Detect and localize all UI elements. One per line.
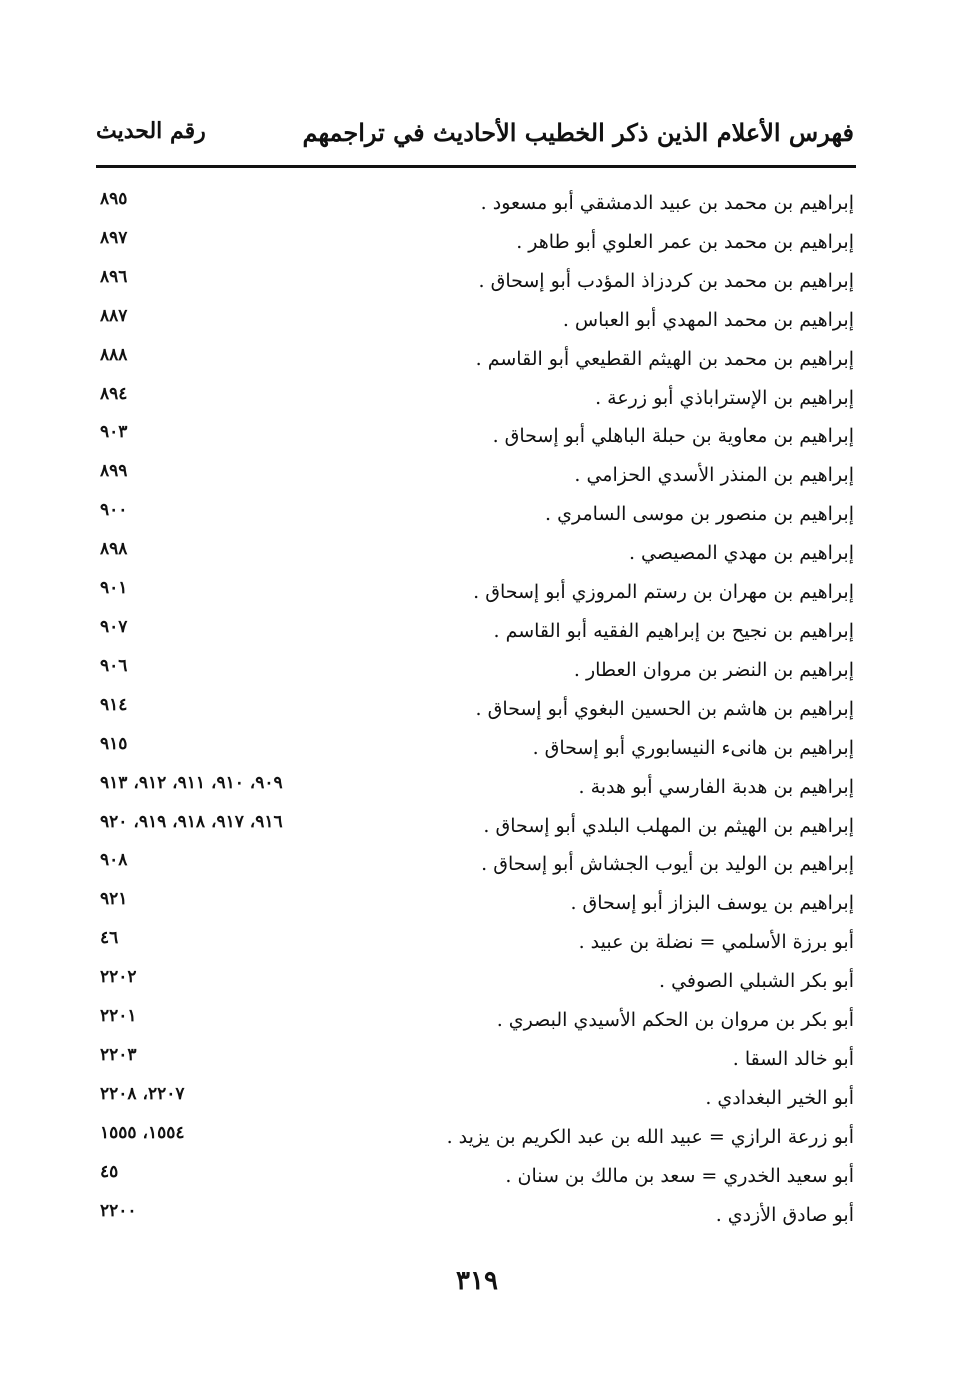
index-entry (100, 692, 854, 731)
entry-hadith-numbers: ٩٢١ (100, 889, 128, 910)
index-entry (100, 264, 854, 303)
header-divider (96, 165, 856, 168)
entry-person-name: إبراهيم بن محمد بن كردزاذ المؤدب أبو إسحاق . (478, 269, 854, 292)
entry-person-name: أبو زرعة الرازي = عبيد الله بن عبد الكريم بن يزيد . (446, 1125, 854, 1148)
entry-hadith-numbers: ٤٥ (100, 1161, 119, 1182)
entry-person-name: إبراهيم بن الوليد بن أيوب الجشاش أبو إسحاق . (481, 853, 854, 876)
index-entry (100, 225, 854, 264)
entry-hadith-numbers: ٨٩٩ (100, 461, 128, 482)
entry-hadith-numbers: ٩٠٣ (100, 422, 128, 443)
entry-hadith-numbers: ٤٦ (100, 928, 119, 949)
entry-hadith-numbers: ٩٠٧ (100, 616, 128, 637)
entry-person-name: إبراهيم بن الهيثم بن المهلب البلدي أبو إسحاق . (483, 814, 854, 837)
entry-hadith-numbers: ٢٢٠١ (100, 1006, 137, 1027)
entry-person-name: إبراهيم بن هاشم بن الحسين البغوي أبو إسحاق . (475, 697, 854, 720)
entry-person-name: إبراهيم بن محمد بن عمر العلوي أبو طاهر . (516, 230, 854, 253)
entry-person-name: أبو صادق الأزدي . (715, 1203, 854, 1226)
entry-hadith-numbers: ٨٨٨ (100, 344, 128, 365)
entry-hadith-numbers: ٨٩٦ (100, 266, 128, 287)
entry-hadith-numbers: ٢٢٠٣ (100, 1044, 137, 1065)
entry-hadith-numbers: ٨٩٧ (100, 227, 128, 248)
entry-hadith-numbers: ٩٠٠ (100, 500, 128, 521)
entry-person-name: إبراهيم بن الإستراباذي أبو زرعة . (595, 386, 854, 409)
index-entry (100, 614, 854, 653)
index-entry (100, 186, 854, 225)
entry-hadith-numbers: ٩١٤ (100, 694, 128, 715)
page-header (96, 118, 854, 162)
index-entries-list (100, 186, 854, 1236)
entry-hadith-numbers: ٢٢٠٢ (100, 967, 137, 988)
entry-person-name: إبراهيم بن المنذر الأسدي الحزامي . (574, 464, 854, 487)
entry-hadith-numbers: ٩٠٩، ٩١٠، ٩١١، ٩١٢، ٩١٣ (100, 772, 283, 793)
index-entry (100, 925, 854, 964)
index-entry (100, 1198, 854, 1237)
index-entry (100, 536, 854, 575)
index-entry (100, 497, 854, 536)
index-entry (100, 303, 854, 342)
entry-hadith-numbers: ٨٩٤ (100, 383, 128, 404)
entry-person-name: إبراهيم بن هانىء النيسابوري أبو إسحاق . (532, 736, 854, 759)
entry-person-name: إبراهيم بن مهران بن رستم المروزي أبو إسحاق . (473, 581, 854, 604)
hadith-number-column-label: رقم الحديث (96, 118, 206, 144)
entry-person-name: أبو بكر بن مروان بن الحكم الأسيدي البصري . (496, 1009, 854, 1032)
entry-hadith-numbers: ٨٨٧ (100, 305, 128, 326)
index-entry (100, 575, 854, 614)
index-entry (100, 886, 854, 925)
entry-person-name: إبراهيم بن معاوية بن حبلة الباهلي أبو إسحاق . (492, 425, 854, 448)
entry-hadith-numbers: ١٥٥٤، ١٥٥٥ (100, 1122, 185, 1143)
entry-hadith-numbers: ٨٩٥ (100, 189, 128, 209)
entry-hadith-numbers: ٨٩٨ (100, 539, 128, 560)
entry-person-name: إبراهيم بن نجيح بن إبراهيم الفقيه أبو القاسم . (493, 619, 854, 642)
index-entry (100, 1042, 854, 1081)
index-entry (100, 809, 854, 848)
index-entry (100, 1120, 854, 1159)
entry-hadith-numbers: ٩٠٨ (100, 850, 128, 871)
entry-person-name: أبو سعيد الخدري = سعد بن مالك بن سنان . (505, 1164, 854, 1187)
entry-person-name: إبراهيم بن يوسف البزاز أبو إسحاق . (570, 892, 854, 915)
index-entry (100, 1159, 854, 1198)
entry-hadith-numbers: ٩٠١ (100, 578, 128, 599)
index-entry (100, 770, 854, 809)
index-entry (100, 1081, 854, 1120)
page-number: ٣١٩ (456, 1266, 498, 1296)
entry-person-name: إبراهيم بن مهدي المصيصي . (628, 542, 854, 565)
index-title: فهرس الأعلام الذين ذكر الخطيب الأحاديث في تراجمهم (302, 118, 854, 147)
index-entry (100, 381, 854, 420)
entry-hadith-numbers: ٩١٥ (100, 733, 128, 754)
entry-person-name: أبو بكر الشبلي الصوفي . (658, 970, 854, 993)
entry-person-name: إبراهيم بن منصور بن موسى السامري . (545, 503, 854, 526)
index-entry (100, 458, 854, 497)
index-entry (100, 847, 854, 886)
index-entry (100, 731, 854, 770)
entry-person-name: إبراهيم بن محمد بن عبيد الدمشقي أبو مسعود . (480, 192, 854, 214)
entry-hadith-numbers: ٩١٦، ٩١٧، ٩١٨، ٩١٩، ٩٢٠ (100, 811, 283, 832)
index-entry (100, 653, 854, 692)
entry-person-name: إبراهيم بن محمد بن الهيثم القطيعي أبو القاسم . (475, 347, 854, 370)
entry-person-name: أبو برزة الأسلمي = نضلة بن عبيد . (578, 931, 854, 954)
entry-person-name: أبو خالد السقا . (732, 1047, 854, 1070)
index-entry (100, 419, 854, 458)
entry-hadith-numbers: ٢٢٠٧، ٢٢٠٨ (100, 1083, 185, 1104)
entry-hadith-numbers: ٩٠٦ (100, 655, 128, 676)
index-entry (100, 964, 854, 1003)
index-entry (100, 342, 854, 381)
index-entry (100, 1003, 854, 1042)
entry-hadith-numbers: ٢٢٠٠ (100, 1200, 137, 1221)
entry-person-name: إبراهيم بن محمد المهدي أبو العباس . (562, 308, 854, 331)
entry-person-name: إبراهيم بن النضر بن مروان العطار . (573, 658, 854, 681)
entry-person-name: أبو الخير البغدادي . (705, 1086, 854, 1109)
entry-person-name: إبراهيم بن هدبة الفارسي أبو هدبة . (578, 775, 854, 798)
